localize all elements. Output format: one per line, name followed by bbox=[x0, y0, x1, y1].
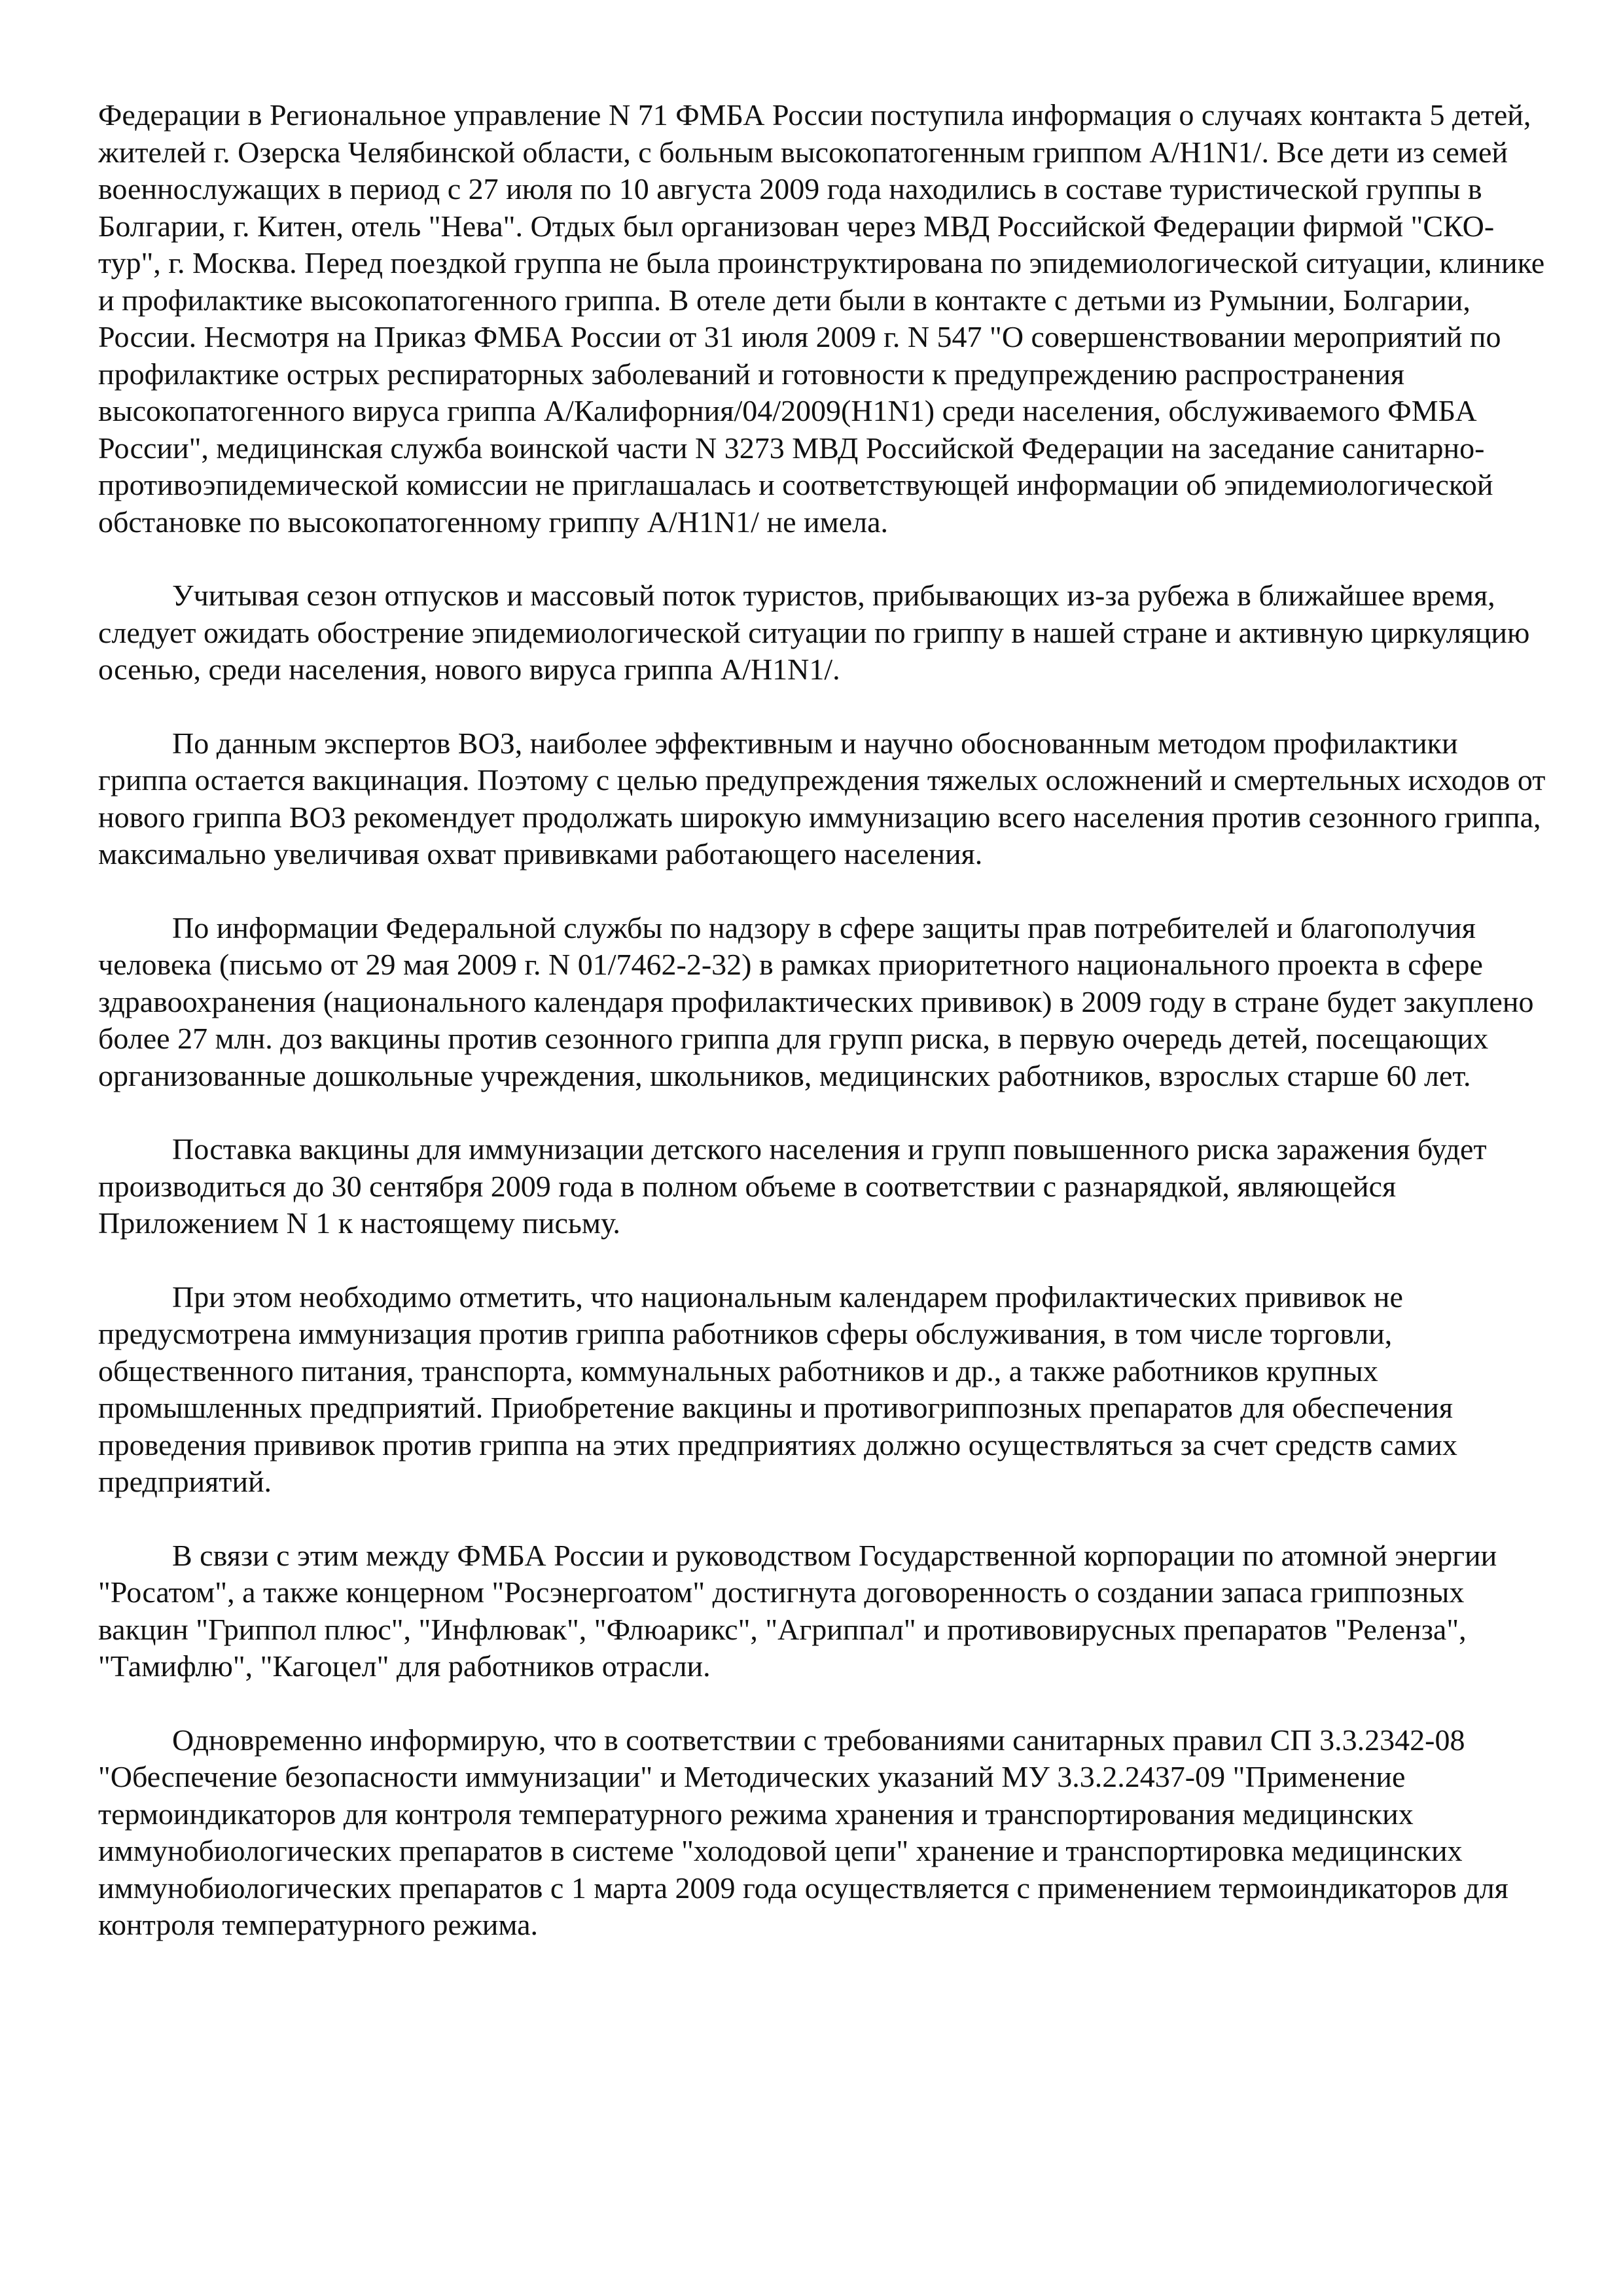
document-page bbox=[98, 97, 1548, 1981]
paragraph-5: Поставка вакцины для иммунизации детского населения и групп повышенного риска заражения будет производиться до 30 сентября 2009 года в полном объеме в соответствии с разнарядкой, являющейся Приложением N 1 к настоящему письму. bbox=[98, 1132, 1487, 1240]
paragraph-1: Федерации в Региональное управление N 71 ФМБА России поступила информация о случаях контакта 5 детей, жителей г. Озерска Челябинской области, с больным высокопатогенным гриппом A/H1N1/. Все дети из семей военнослужащих в период с 27 июля по 10 августа 2009 года находились в составе туристической группы в Болгарии, г. Китен, отель "Нева". Отдых был организован через МВД Российской Федерации фирмой "СКО-тур", г. Москва. Перед поездкой группа не была проинструктирована по эпидемиологической ситуации, клинике и профилактике высокопатогенного гриппа. В отеле дети были в контакте с детьми из Румынии, Болгарии, России. Несмотря на Приказ ФМБА России от 31 июля 2009 г. N 547 "О совершенствовании мероприятий по профилактике острых респираторных заболеваний и готовности к предупреждению распространения высокопатогенного вируса гриппа А/Калифорния/04/2009(H1N1) среди населения, обслуживаемого ФМБА России", медицинская служба воинской части N 3273 МВД Российской Федерации на заседание санитарно-противоэпидемической комиссии не приглашалась и соответствующей информации об эпидемиологической обстановке по высокопатогенному гриппу A/H1N1/ не имела. bbox=[98, 98, 1545, 539]
paragraph-3: По данным экспертов ВОЗ, наиболее эффективным и научно обоснованным методом профилактики гриппа остается вакцинация. Поэтому с целью предупреждения тяжелых осложнений и смертельных исходов от нового гриппа ВОЗ рекомендует продолжать широкую иммунизацию всего населения против сезонного гриппа, максимально увеличивая охват прививками работающего населения. bbox=[98, 726, 1546, 870]
paragraph-2: Учитывая сезон отпусков и массовый поток туристов, прибывающих из-за рубежа в ближайшее время, следует ожидать обострение эпидемиологической ситуации по гриппу в нашей стране и активную циркуляцию осенью, среди населения, нового вируса гриппа A/H1N1/. bbox=[98, 579, 1530, 686]
paragraph-8: Одновременно информирую, что в соответствии с требованиями санитарных правил СП 3.3.2342-08 "Обеспечение безопасности иммунизации" и Методических указаний МУ 3.3.2.2437-09 "Применение термоиндикаторов для контроля температурного режима хранения и транспортирования медицинских иммунобиологических препаратов в системе "холодовой цепи" хранение и транспортировка медицинских иммунобиологических препаратов с 1 марта 2009 года осуществляется с применением термоиндикаторов для контроля температурного режима. bbox=[98, 1723, 1508, 1941]
paragraph-6: При этом необходимо отметить, что национальным календарем профилактических прививок не предусмотрена иммунизация против гриппа работников сферы обслуживания, в том числе торговли, общественного питания, транспорта, коммунальных работников и др., а также работников крупных промышленных предприятий. Приобретение вакцины и противогриппозных препаратов для обеспечения проведения прививок против гриппа на этих предприятиях должно осуществляться за счет средств самих предприятий. bbox=[98, 1280, 1457, 1498]
paragraph-4: По информации Федеральной службы по надзору в сфере защиты прав потребителей и благополучия человека (письмо от 29 мая 2009 г. N 01/7462-2-32) в рамках приоритетного национального проекта в сфере здравоохранения (национального календаря профилактических прививок) в 2009 году в стране будет закуплено более 27 млн. доз вакцины против сезонного гриппа для групп риска, в первую очередь детей, посещающих организованные дошкольные учреждения, школьников, медицинских работников, взрослых старше 60 лет. bbox=[98, 910, 1534, 1092]
paragraph-7: В связи с этим между ФМБА России и руководством Государственной корпорации по атомной энергии "Росатом", а также концерном "Росэнергоатом" достигнута договоренность о создании запаса гриппозных вакцин "Гриппол плюс", "Инфлювак", "Флюарикс", "Агриппал" и противовирусных препаратов "Реленза", "Тамифлю", "Кагоцел" для работников отрасли. bbox=[98, 1538, 1497, 1683]
